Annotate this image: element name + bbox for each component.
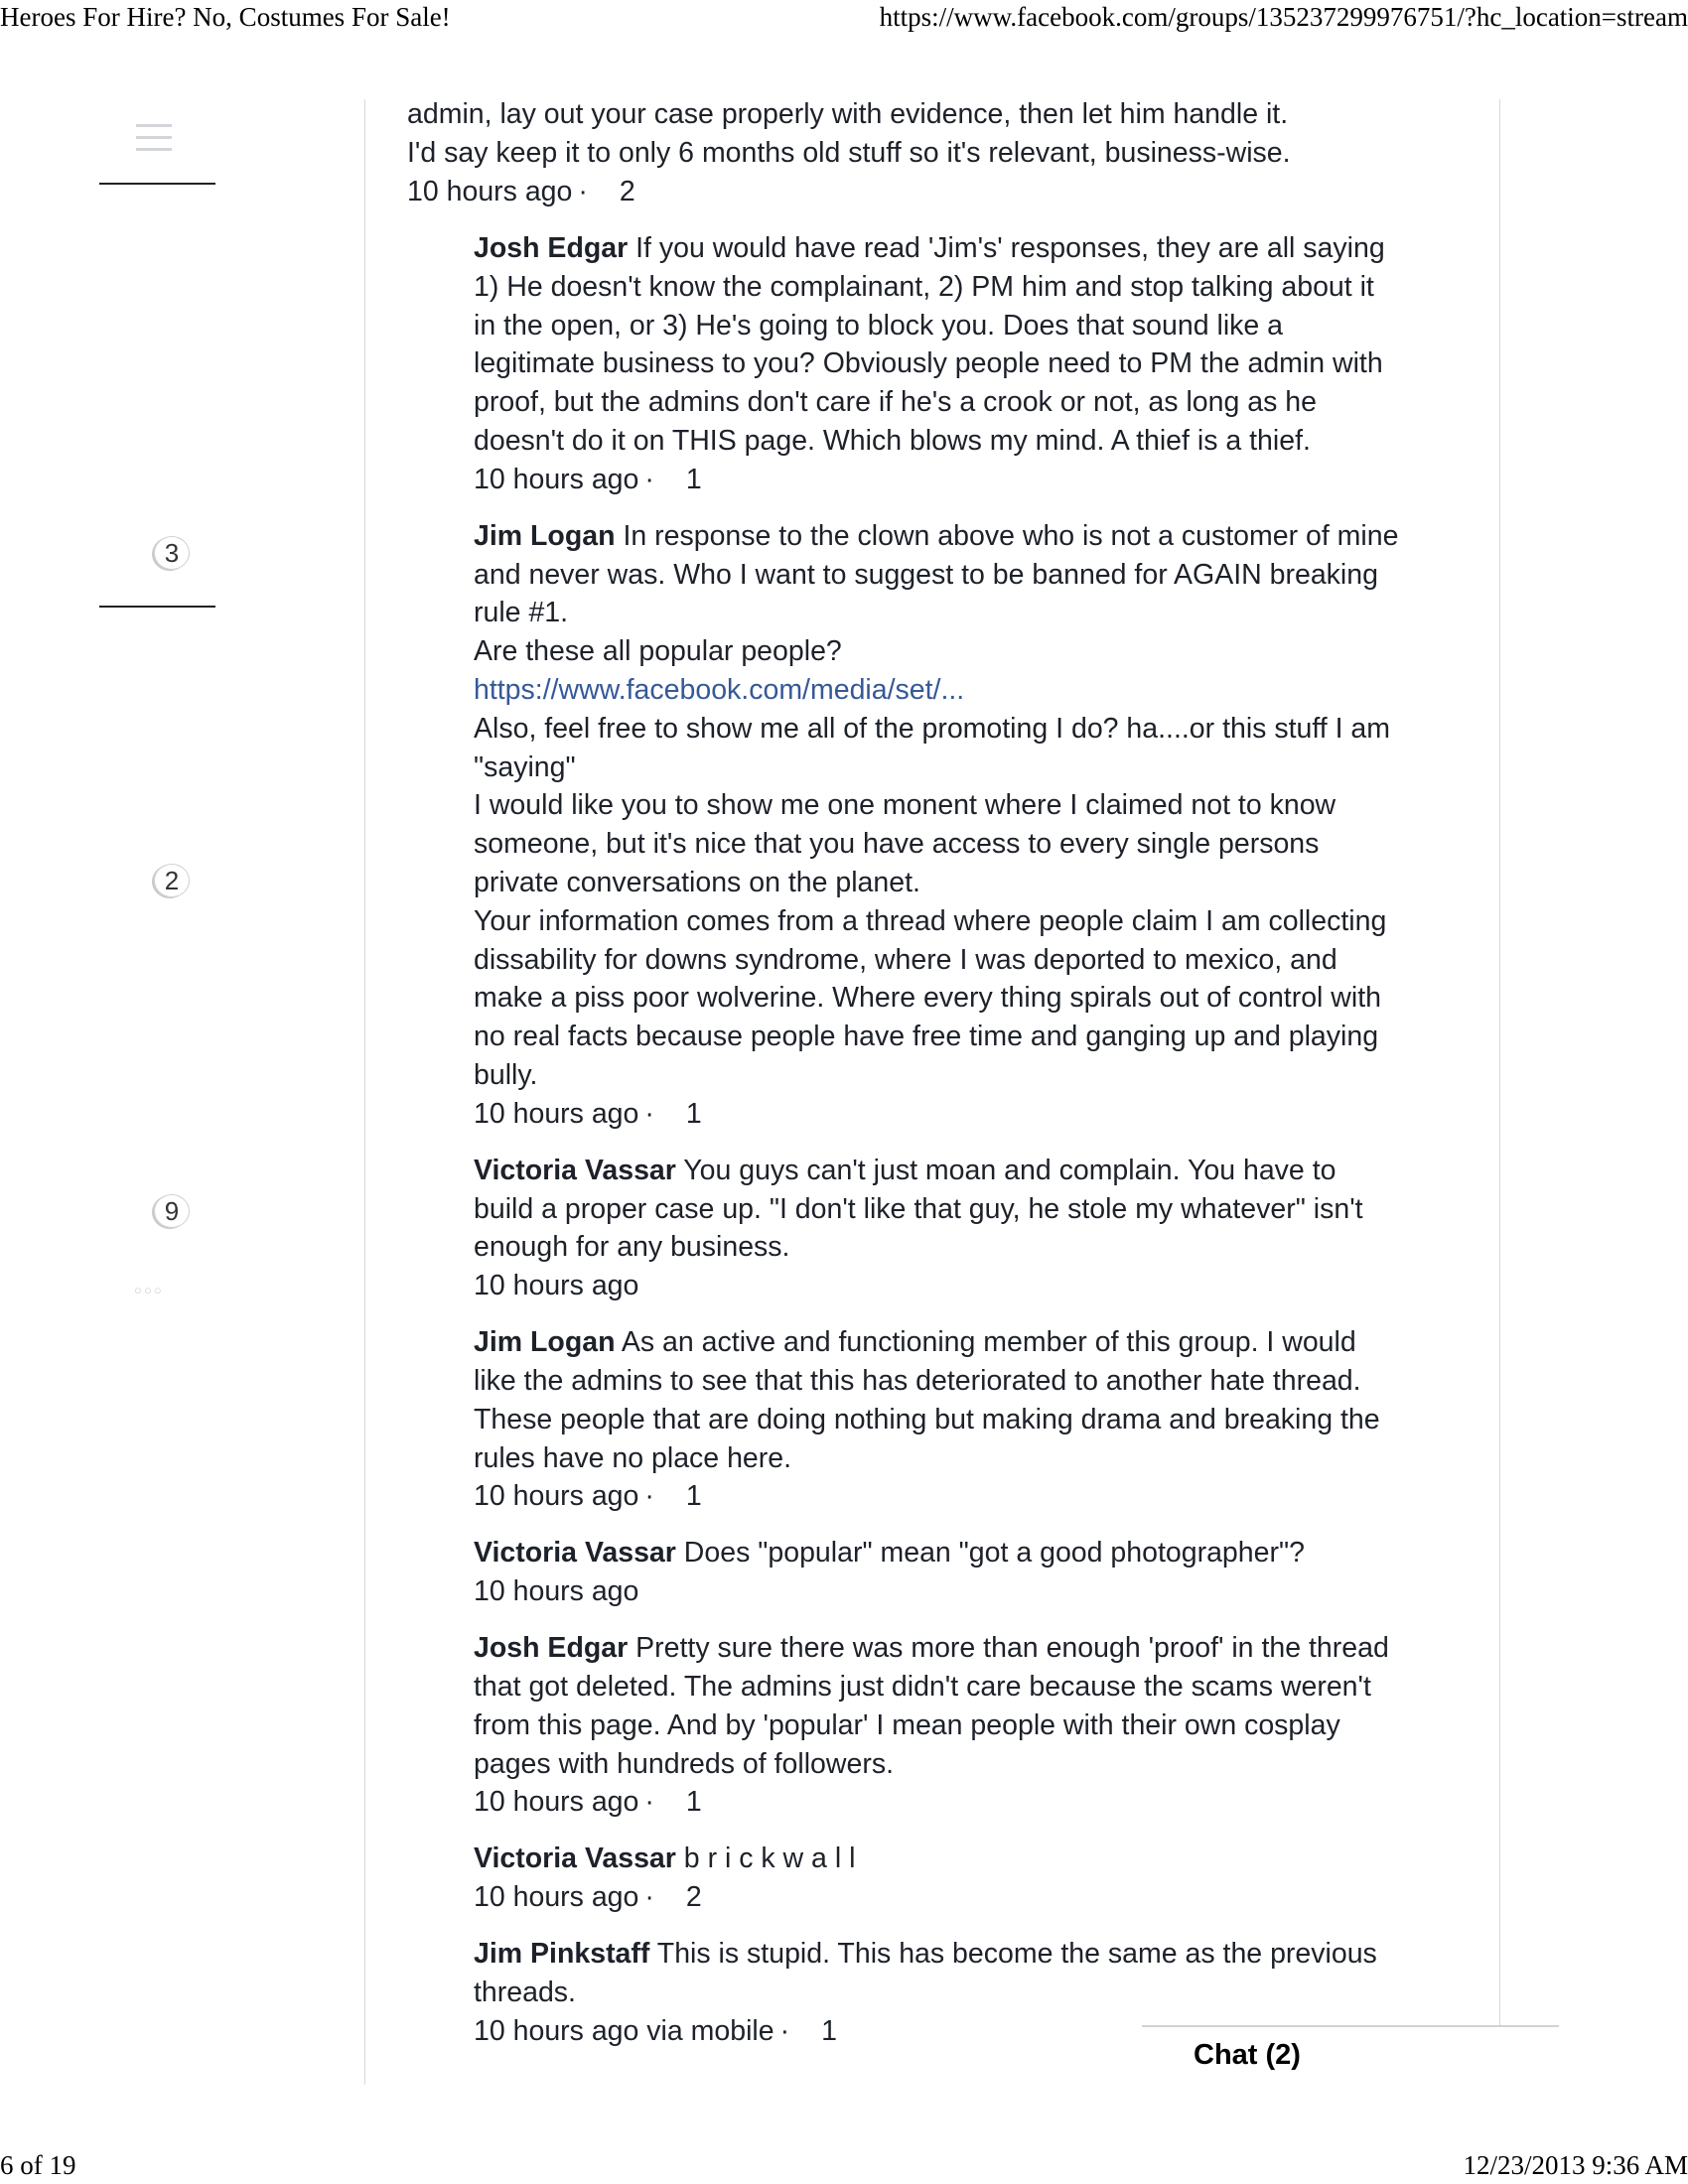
print-page-number: 6 of 19 — [0, 2150, 76, 2180]
reply-text: In response to the clown above who is not a customer of mine and never was. Who I want to suggest to be banned for AGAIN breaking rule #1. Are these all popular people? — [474, 519, 1399, 668]
like-count[interactable]: 1 — [821, 2014, 837, 2047]
left-rail — [94, 109, 218, 1330]
reply-meta — [474, 461, 1402, 499]
timestamp[interactable]: 10 hours ago via mobile — [474, 2014, 774, 2047]
reply-meta — [474, 1783, 1402, 1822]
reply-item — [474, 517, 1402, 1134]
reply-meta — [474, 1878, 1402, 1917]
like-count[interactable]: 1 — [685, 463, 702, 495]
reply-text: This is stupid. This has become the same as the previous threads. — [474, 1938, 1377, 2008]
separator: · — [779, 2014, 790, 2047]
author-name[interactable]: Jim Pinkstaff — [474, 1938, 650, 1971]
reply-body — [474, 1840, 1402, 1878]
reply-item — [474, 1152, 1402, 1305]
timestamp[interactable]: 10 hours ago — [474, 1881, 639, 1914]
separator: · — [644, 1786, 654, 1819]
author-name[interactable]: Victoria Vassar — [474, 1154, 676, 1186]
parent-comment-text: admin, lay out your case properly with evidence, then let him handle it. I'd say keep it to only 6 months old stuff so it's relevant, business-wise. — [407, 98, 1291, 169]
timestamp[interactable]: 10 hours ago — [474, 1270, 639, 1302]
timestamp[interactable]: 10 hours ago — [474, 463, 639, 495]
reply-text: Pretty sure there was more than enough 'proof' in the thread that got deleted. The admins just didn't care because the scams weren't from this page. And by 'popular' I mean people with their own cosplay pages with hundreds of followers. — [474, 1632, 1389, 1780]
author-name[interactable]: Josh Edgar — [474, 232, 629, 264]
separator: · — [578, 176, 588, 207]
reply-meta — [474, 1477, 1402, 1516]
comment-thread — [407, 95, 1400, 2069]
print-page-title: Heroes For Hire? No, Costumes For Sale! — [0, 2, 451, 32]
print-header — [0, 2, 1688, 36]
separator: · — [644, 1881, 654, 1914]
reply-body — [474, 1534, 1402, 1572]
reply-body — [474, 1323, 1402, 1477]
rail-divider — [99, 606, 215, 608]
timestamp[interactable]: 10 hours ago — [474, 1786, 639, 1819]
reply-text: If you would have read 'Jim's' responses, they are all saying 1) He doesn't know the complainant, 2) PM him and stop talking about it in the open, or 3) He's going to block you. Does that sound like a legitimate business to you? Obviously people need to PM the admin with proof, but the admins don't care if he's a crook or not, as long as he doesn't do it on THIS page. Which blows my mind. A thief is a thief. — [474, 232, 1385, 457]
author-name[interactable]: Jim Logan — [474, 1326, 616, 1359]
author-name[interactable]: Josh Edgar — [474, 1632, 629, 1665]
like-count[interactable]: 1 — [685, 1480, 702, 1513]
reply-meta — [474, 1267, 1402, 1305]
chat-bar[interactable] — [1142, 2025, 1559, 2087]
author-name[interactable]: Victoria Vassar — [474, 1843, 676, 1875]
reply-text: You guys can't just moan and complain. You have to build a proper case up. "I don't like that guy, he stole my whatever" isn't enough for any business. — [474, 1154, 1363, 1264]
timestamp[interactable]: 10 hours ago — [407, 176, 573, 207]
comment-meta — [407, 173, 1400, 211]
chat-label[interactable]: Chat (2) — [1194, 2039, 1301, 2071]
reply-text: Does "popular" mean "got a good photographer"? — [683, 1537, 1305, 1570]
reply-text: As an active and functioning member of this group. I would like the admins to see that this has deteriorated to another hate thread. These people that are doing nothing but making drama and breaking the rules have no place here. — [474, 1326, 1380, 1474]
rail-count-badge[interactable]: 9 — [154, 1194, 190, 1228]
more-dots-icon[interactable]: ○○○ — [134, 1283, 164, 1297]
separator: · — [644, 463, 654, 495]
reply-body — [474, 1152, 1402, 1267]
media-link[interactable]: https://www.facebook.com/media/set/... — [474, 673, 965, 706]
rail-count-badge[interactable]: 3 — [154, 536, 190, 570]
author-name[interactable]: Victoria Vassar — [474, 1537, 676, 1570]
like-count[interactable]: 2 — [685, 1881, 702, 1914]
separator: · — [644, 1097, 654, 1130]
reply-item — [474, 1534, 1402, 1611]
timestamp[interactable]: 10 hours ago — [474, 1097, 639, 1130]
rail-divider — [99, 183, 215, 185]
separator: · — [644, 1480, 654, 1513]
like-count[interactable]: 2 — [619, 176, 635, 207]
reply-body — [474, 1629, 1402, 1783]
reply-list — [474, 229, 1402, 2051]
print-footer — [0, 2150, 1688, 2184]
reply-item — [474, 1323, 1402, 1516]
reply-meta — [474, 1095, 1402, 1134]
content-border — [364, 99, 365, 2085]
reply-text: b r i c k w a l l — [683, 1843, 856, 1875]
like-count[interactable]: 1 — [685, 1786, 702, 1819]
reply-body — [474, 229, 1402, 461]
reply-item — [474, 229, 1402, 499]
print-page-url: https://www.facebook.com/groups/135237299976751/?hc_location=stream — [879, 2, 1688, 32]
reply-text-continued: Also, feel free to show me all of the promoting I do? ha....or this stuff I am "saying" I would like you to show me one monent where I claimed not to know someone, but it's nice that you have access to every single persons private conversations on the planet. Your information comes from a thread where people claim I am collecting dissability for downs syndrome, where I was deported to mexico, and make a piss poor wolverine. Where every thing spirals out of control with no real facts because people have free time and ganging up and playing bully. — [474, 712, 1391, 1091]
author-name[interactable]: Jim Logan — [474, 519, 616, 552]
reply-body — [474, 1935, 1402, 2012]
timestamp[interactable]: 10 hours ago — [474, 1480, 639, 1513]
menu-icon[interactable] — [136, 124, 172, 158]
reply-item — [474, 1840, 1402, 1917]
content-border — [1499, 99, 1500, 2035]
timestamp[interactable]: 10 hours ago — [474, 1575, 639, 1608]
like-count[interactable]: 1 — [685, 1097, 702, 1130]
reply-body — [474, 517, 1402, 1095]
print-datetime: 12/23/2013 9:36 AM — [1463, 2150, 1688, 2180]
reply-meta — [474, 1572, 1402, 1611]
rail-count-badge[interactable]: 2 — [154, 864, 190, 897]
reply-item — [474, 1629, 1402, 1822]
